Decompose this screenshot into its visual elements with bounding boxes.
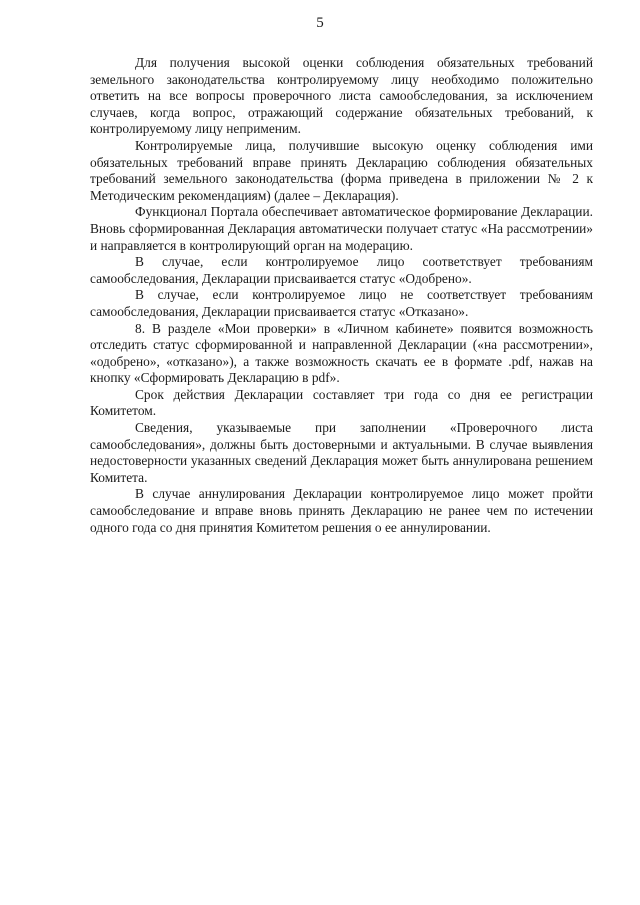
paragraph-annulment: В случае аннулирования Декларации контролируемое лицо может пройти самообследование и вправе вновь принять Декларацию не ранее чем по истечении одного года со дня принятия Комитетом решения о ее аннулировании.	[90, 486, 593, 535]
paragraph-data-accuracy: Сведения, указываемые при заполнении «Проверочного листа самообследования», должны быть достоверными и актуальными. В случае выявления недостоверности указанных сведений Декларация может быть аннулирована решением Комитета.	[90, 420, 593, 485]
document-body	[90, 55, 593, 536]
paragraph-declaration-right: Контролируемые лица, получившие высокую оценку соблюдения ими обязательных требований вправе принять Декларацию соблюдения обязательных требований земельного законодательства (форма приведена в приложении № 2 к Методическим рекомендациям) (далее – Декларация).	[90, 137, 593, 203]
paragraph-portal-functionality: Функционал Портала обеспечивает автоматическое формирование Декларации. Вновь сформированная Декларация автоматически получает статус «На рассмотрении» и направляется в контролирующий орган на модерацию.	[90, 204, 593, 253]
paragraph-status-approved: В случае, если контролируемое лицо соответствует требованиям самообследования, Декларации присваивается статус «Одобрено».	[90, 254, 593, 286]
page-number: 5	[316, 15, 324, 31]
paragraph-my-inspections-section: 8. В разделе «Мои проверки» в «Личном кабинете» появится возможность отследить статус сформированной и направленной Декларации («на рассмотрении», «одобрено», «отказано»), а также возможность скачать ее в формате .pdf, нажав на кнопку «Сформировать Декларацию в pdf».	[90, 320, 593, 386]
paragraph-validity-period: Срок действия Декларации составляет три года со дня ее регистрации Комитетом.	[90, 386, 593, 419]
paragraph-high-score-requirements: Для получения высокой оценки соблюдения обязательных требований земельного законодательства контролируемому лицу необходимо положительно ответить на все вопросы проверочного листа самообследования, за исключением случаев, когда вопрос, отражающий содержание обязательных требований, к контролируемому лицу неприменим.	[90, 55, 593, 137]
paragraph-status-rejected: В случае, если контролируемое лицо не соответствует требованиям самообследования, Декларации присваивается статус «Отказано».	[90, 287, 593, 319]
